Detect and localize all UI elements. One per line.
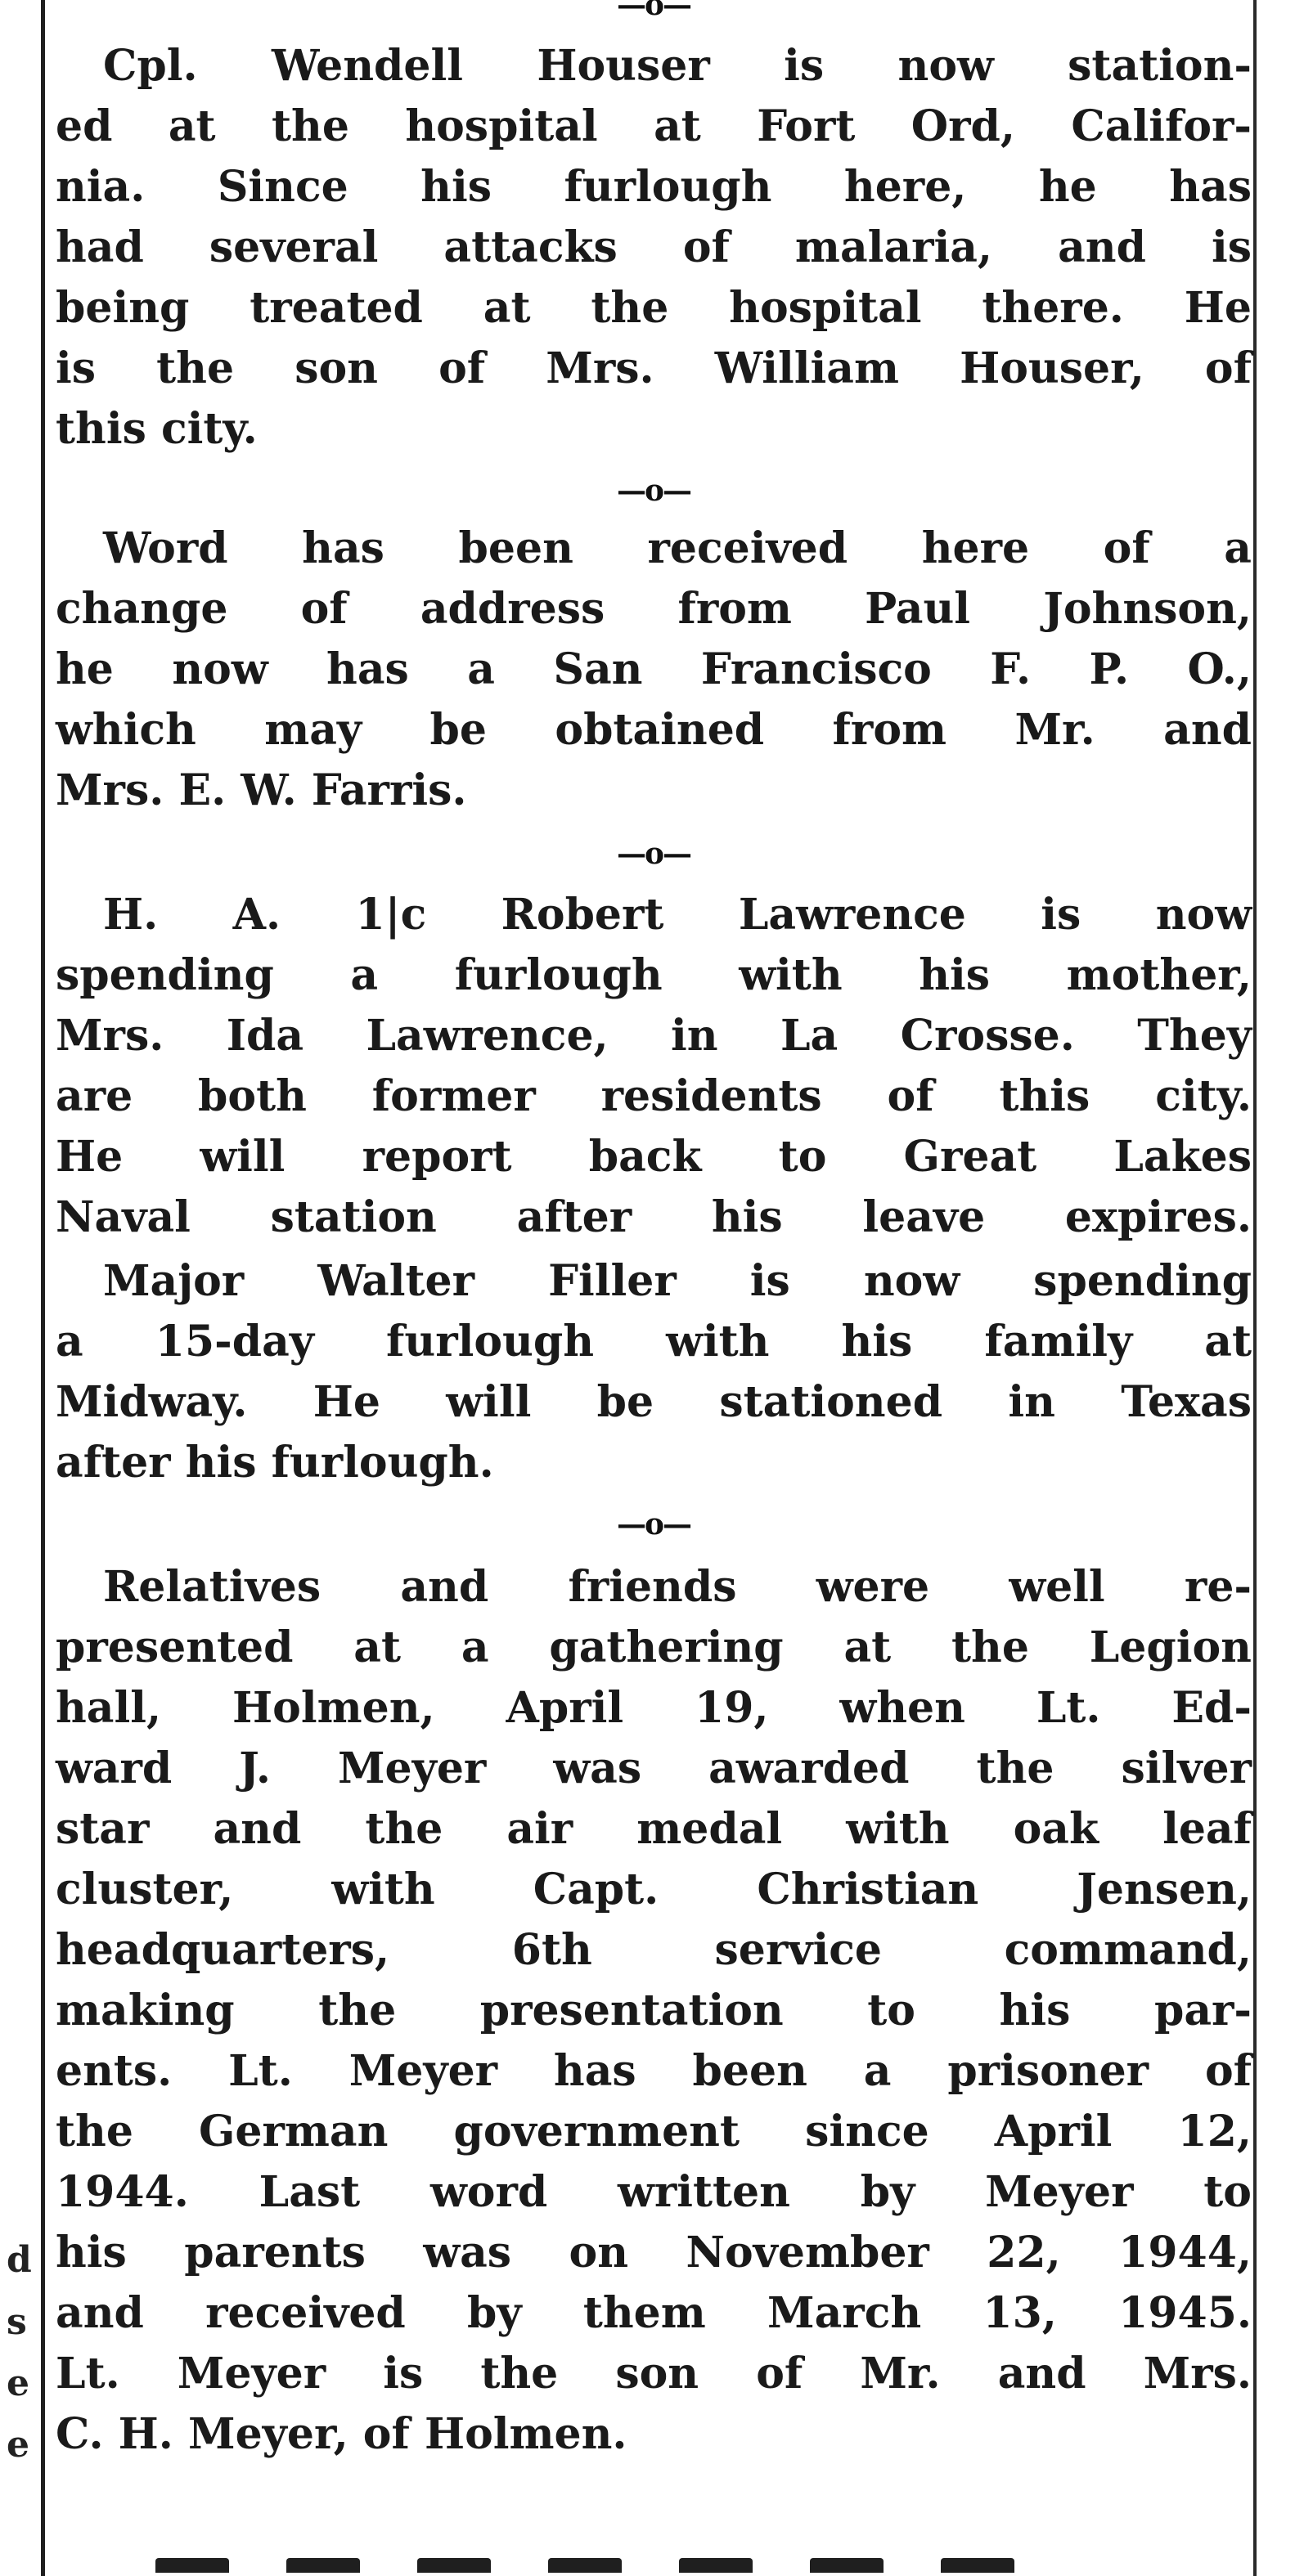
text-line: Relatives and friends were well re- — [103, 1562, 1252, 1612]
section-separator: —o— — [616, 1507, 690, 1542]
news-item-houser — [56, 36, 1252, 460]
text-line: Lt. Meyer is the son of Mr. and Mrs. — [56, 2349, 1252, 2399]
text-line: Naval station after his leave expires. — [56, 1192, 1252, 1242]
text-line: are both former residents of this city. — [56, 1071, 1252, 1121]
text-line: cluster, with Capt. Christian Jensen, — [56, 1865, 1252, 1914]
news-item-filler — [56, 1251, 1252, 1493]
margin-fragment: e — [7, 2424, 29, 2466]
column-rule-left — [41, 0, 45, 2576]
text-line: which may be obtained from Mr. and — [56, 705, 1252, 755]
text-line: Major Walter Filler is now spending — [103, 1256, 1252, 1306]
column-rule-right — [1253, 0, 1257, 2576]
text-line: ward J. Meyer was awarded the silver — [56, 1744, 1252, 1793]
text-line: after his furlough. — [56, 1438, 494, 1488]
text-line: C. H. Meyer, of Holmen. — [56, 2409, 627, 2459]
cropped-next-headline — [155, 2558, 1178, 2576]
text-line: nia. Since his furlough here, he has — [56, 162, 1252, 212]
text-line: this city. — [56, 404, 258, 454]
news-item-johnson — [56, 518, 1252, 821]
text-line: hall, Holmen, April 19, when Lt. Ed- — [56, 1683, 1252, 1733]
text-line: ents. Lt. Meyer has been a prisoner of — [56, 2046, 1252, 2096]
news-column — [56, 0, 1252, 2576]
text-line: He will report back to Great Lakes — [56, 1132, 1252, 1182]
text-line: Mrs. E. W. Farris. — [56, 765, 467, 815]
text-line: change of address from Paul Johnson, — [56, 584, 1252, 634]
text-line: Cpl. Wendell Houser is now station- — [103, 41, 1252, 91]
text-line: 1944. Last word written by Meyer to — [56, 2167, 1252, 2217]
text-line: he now has a San Francisco F. P. O., — [56, 644, 1252, 694]
text-line: making the presentation to his par- — [56, 1986, 1252, 2035]
section-separator: —o— — [616, 837, 690, 871]
text-line: spending a furlough with his mother, — [56, 950, 1252, 1000]
text-line: H. A. 1|c Robert Lawrence is now — [103, 890, 1252, 940]
text-line: a 15-day furlough with his family at — [56, 1317, 1252, 1367]
margin-fragment: e — [7, 2363, 29, 2404]
text-line: presented at a gathering at the Legion — [56, 1622, 1252, 1672]
text-line: Mrs. Ida Lawrence, in La Crosse. They — [56, 1011, 1252, 1061]
text-line: ed at the hospital at Fort Ord, Califor- — [56, 101, 1252, 151]
margin-fragment: d — [7, 2239, 32, 2281]
news-item-lawrence — [56, 885, 1252, 1248]
adjacent-column-fragments — [0, 0, 39, 2576]
text-line: headquarters, 6th service command, — [56, 1925, 1252, 1975]
text-line: the German government since April 12, — [56, 2107, 1252, 2156]
section-separator: —o— — [616, 0, 690, 22]
text-line: his parents was on November 22, 1944, — [56, 2228, 1252, 2278]
text-line: had several attacks of malaria, and is — [56, 222, 1252, 272]
text-line: Midway. He will be stationed in Texas — [56, 1377, 1252, 1427]
text-line: being treated at the hospital there. He — [56, 283, 1252, 333]
section-separator: —o— — [616, 473, 690, 508]
margin-fragment: s — [7, 2301, 27, 2343]
text-line: star and the air medal with oak leaf — [56, 1804, 1252, 1854]
text-line: and received by them March 13, 1945. — [56, 2288, 1252, 2338]
news-item-meyer — [56, 1557, 1252, 2465]
text-line: Word has been received here of a — [103, 523, 1252, 573]
text-line: is the son of Mrs. William Houser, of — [56, 343, 1252, 393]
